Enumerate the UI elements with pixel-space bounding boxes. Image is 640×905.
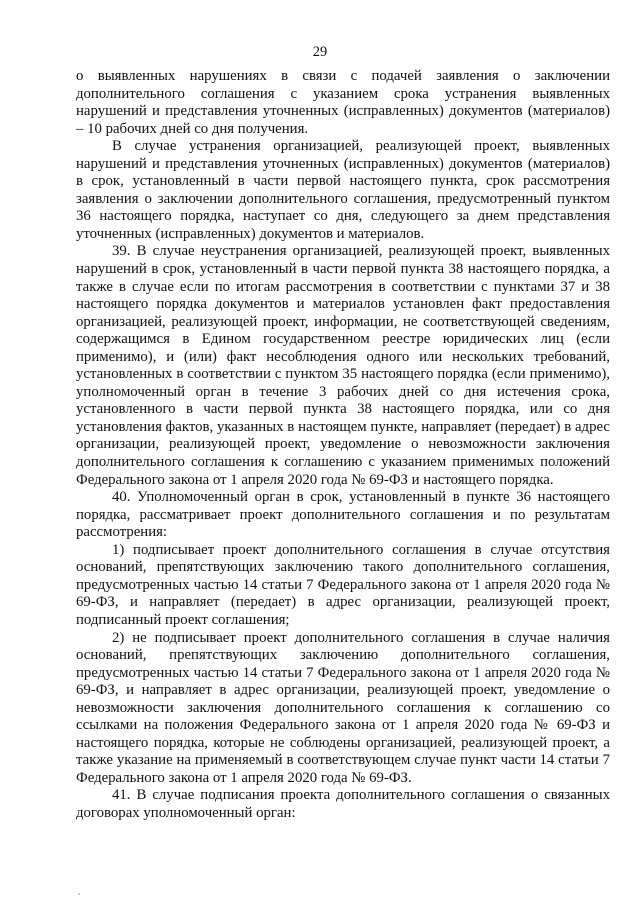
paragraph-41: 41. В случае подписания проекта дополнительного соглашения о связанных договорах уполномоченный орган: [76,787,610,821]
paragraph-38-part-two: В случае устранения организацией, реализующей проект, выявленных нарушений и представления уточненных (исправленных) документов (материалов) в срок, установленный в части первой настоящего пункта, срок рассмотрения заявления о заключении дополнительного соглашения, предусмотренный пунктом 36 настоящего порядка, наступает со дня, следующего за днем представления уточненных (исправленных) документов и материалов. [76,138,610,242]
paragraph-40: 40. Уполномоченный орган в срок, установленный в пункте 36 настоящего порядка, рассматривает проект дополнительного соглашения и по результатам рассмотрения: [76,489,610,541]
scan-artifact [78,893,80,895]
paragraph-40-item-1: 1) подписывает проект дополнительного соглашения в случае отсутствия оснований, препятствующих заключению такого дополнительного соглашения, предусмотренных частью 14 статьи 7 Федерального закона от 1 апреля 2020 года № 69-ФЗ, и направляет (передает) в адрес организации, реализующей проект, подписанный проект соглашения; [76,541,610,628]
paragraph-40-item-2: 2) не подписывает проект дополнительного соглашения в случае наличия оснований, препятствующих заключению дополнительного соглашения, предусмотренных частью 14 статьи 7 Федерального закона от 1 апреля 2020 года № 69-ФЗ, и направляет в адрес организации, реализующей проект, уведомление о невозможности заключения дополнительного соглашения к соглашению со ссылками на положения Федерального закона от 1 апреля 2020 года № 69-ФЗ и настоящего порядка, которые не соблюдены организацией, реализующей проект, а также указание на применяемый в соответствующем случае пункт части 14 статьи 7 Федерального закона от 1 апреля 2020 года № 69-ФЗ. [76,629,610,786]
paragraph-continuation: о выявленных нарушениях в связи с подачей заявления о заключении дополнительного соглашения с указанием срока устранения выявленных нарушений и представления уточненных (исправленных) документов (материалов) – 10 рабочих дней со дня получения. [76,68,610,137]
paragraph-39: 39. В случае неустранения организацией, реализующей проект, выявленных нарушений в срок, установленный в части первой пункта 38 настоящего порядка, а также в случае если по итогам рассмотрения в соответствии с пунктами 37 и 38 настоящего порядка документов и материалов установлен факт предоставления организацией, реализующей проект, информации, не соответствующей сведениям, содержащимся в Едином государственном реестре юридических лиц (если применимо), и (или) факт несоблюдения одного или нескольких требований, установленных в соответствии с пунктом 35 настоящего порядка (если применимо), уполномоченный орган в течение 3 рабочих дней со дня истечения срока, установленного в части первой пункта 38 настоящего порядка, или со дня установления фактов, указанных в настоящем пункте, направляет (передает) в адрес организации, реализующей проект, уведомление о невозможности заключения дополнительного соглашения к соглашению с указанием применимых положений Федерального закона от 1 апреля 2020 года № 69-ФЗ и настоящего порядка. [76,243,610,488]
page-number: 29 [312,44,328,60]
document-body [76,68,610,823]
